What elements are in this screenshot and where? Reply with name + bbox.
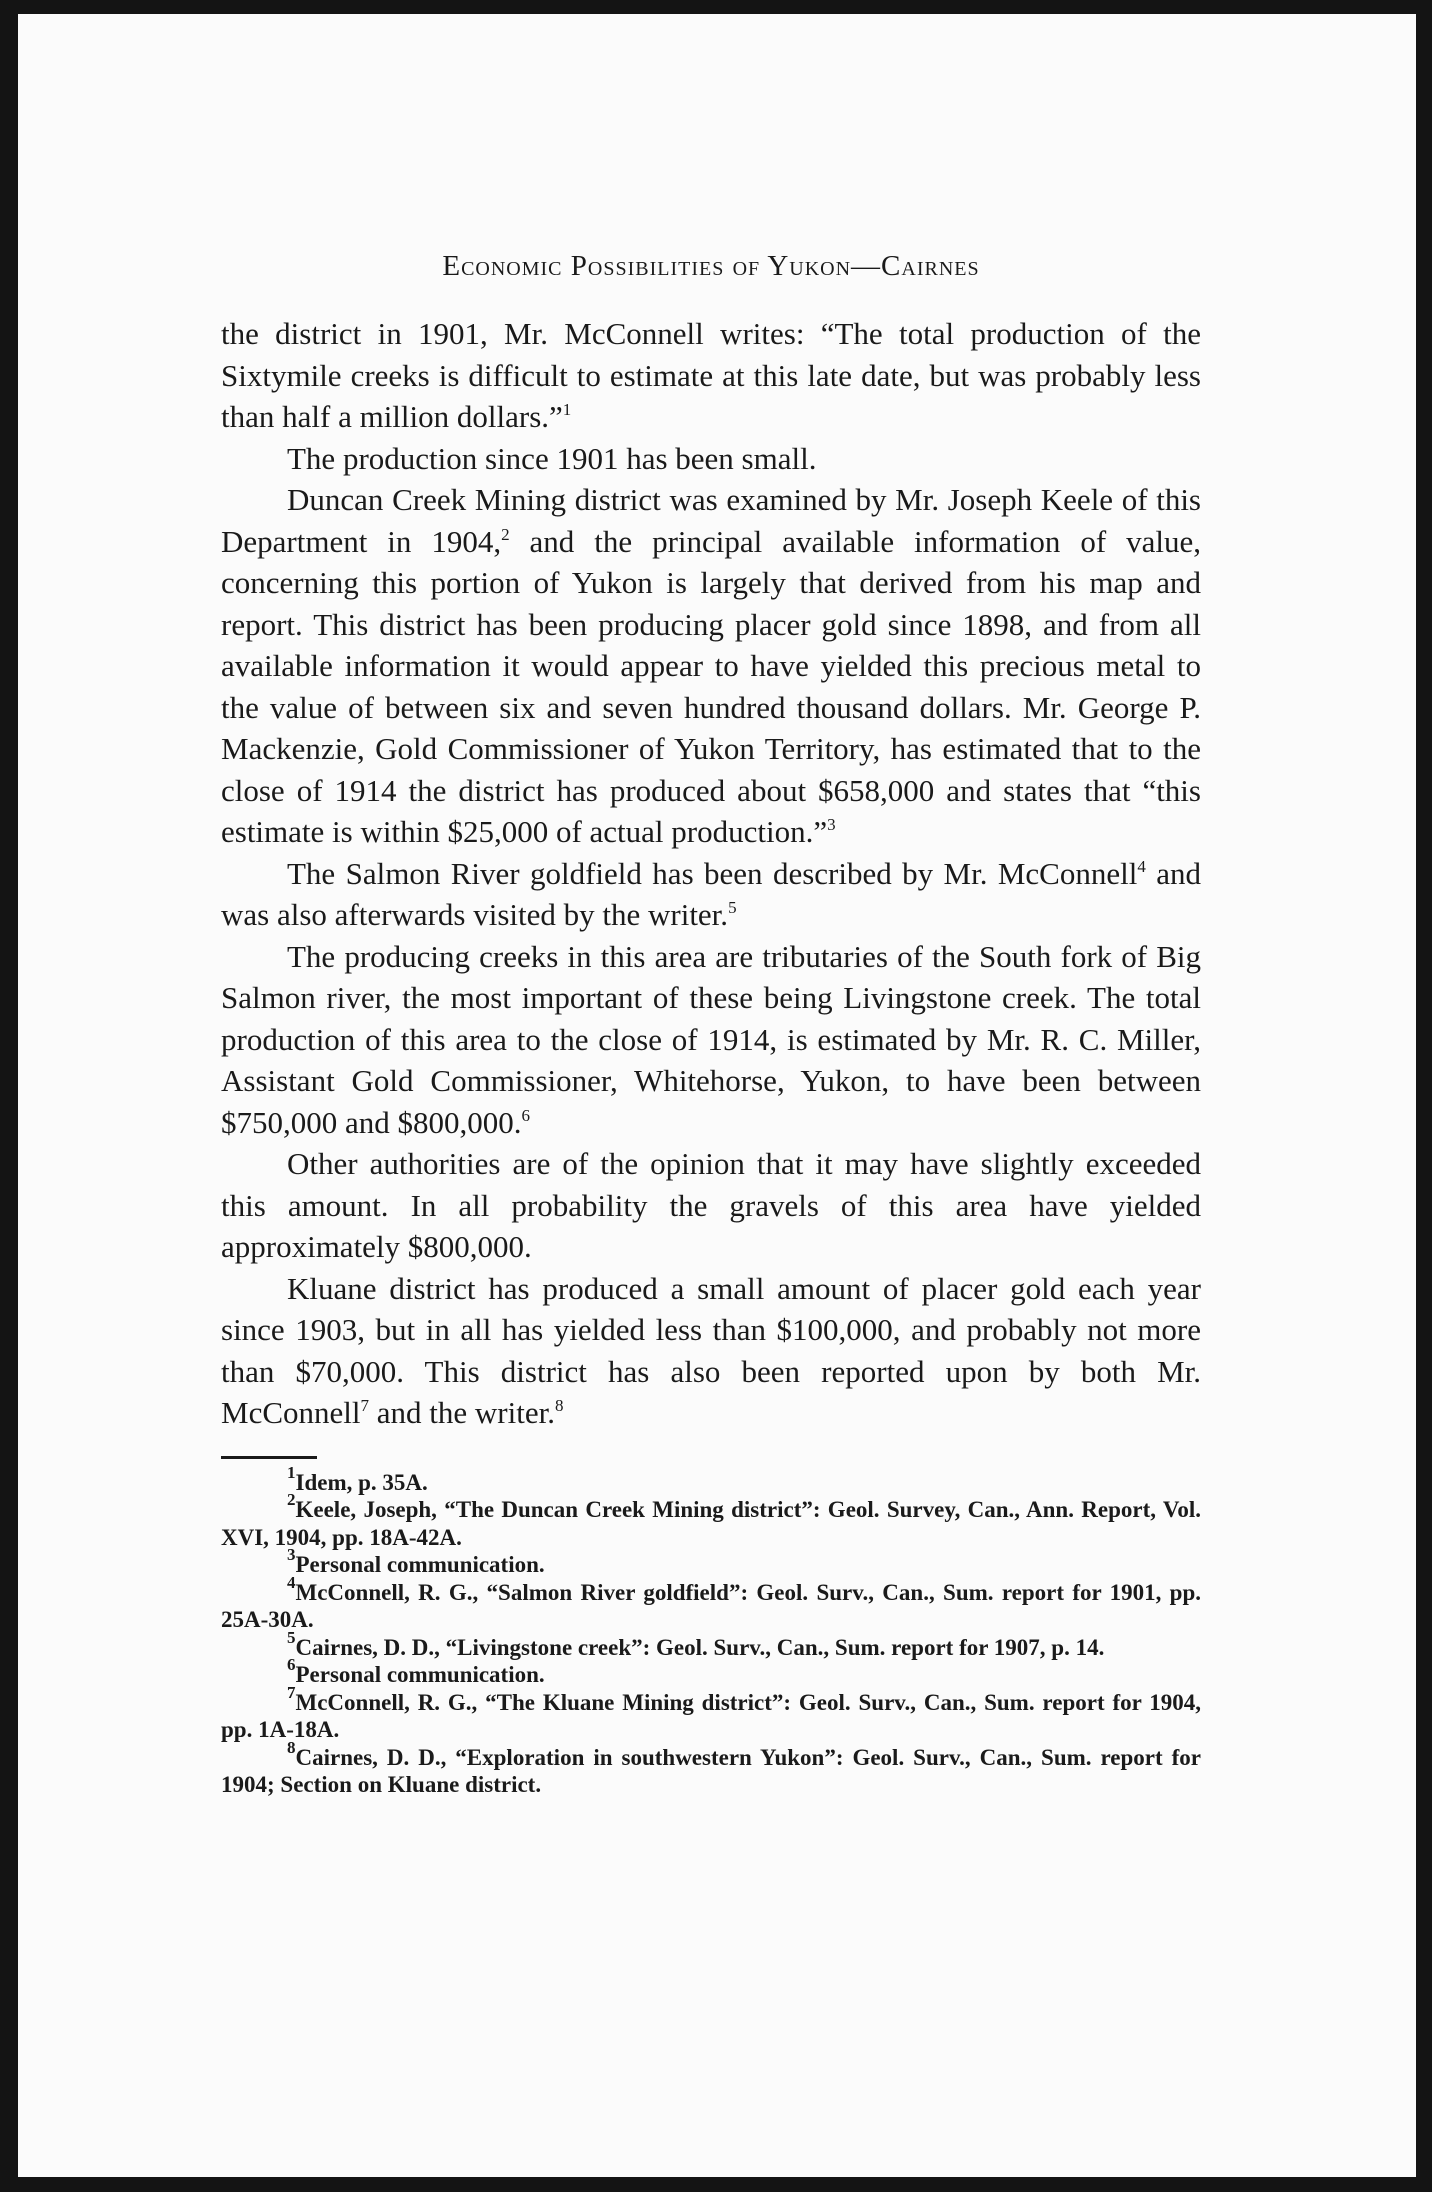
- text-block: [221, 246, 1201, 1799]
- footnote-ref-2: 2: [501, 524, 510, 544]
- paragraph-5: The producing creeks in this area are tributaries of the South fork of Big Salmon river, the most important of these being Livingstone creek. The total production of this area to the close of 1914, is estimated by Mr. R. C. Miller, Assistant Gold Commissioner, Whitehorse, Yukon, to have been between $750,000 and $800,000.$^6$: [221, 938, 1201, 1140]
- footnote-ref-7: 7: [360, 1396, 369, 1415]
- running-head: Economic Possibilities of Yukon—Cairnes: [442, 250, 980, 282]
- footnote-8: $^8$Cairnes, D. D., “Exploration in southwestern Yukon”: Geol. Surv., Can., Sum. report for 1904; Section on Kluane district.: [221, 1737, 1201, 1797]
- footnote-ref-8: 8: [554, 1396, 564, 1415]
- paragraph-7: Kluane district has produced a small amount of placer gold each year since 1903, but in all has yielded less than $100,000, and probably not more than $70,000. This district has also been reported upon by both Mr. McConnell$^7$ and the writer.$^8$: [221, 1270, 1201, 1430]
- footnote-divider: [221, 1456, 317, 1459]
- paragraph-3: Duncan Creek Mining district was examined by Mr. Joseph Keele of this Department in 1904,$^2$ and the principal available information of value, concerning this portion of Yukon is largely that derived from his map and report. This district has been producing placer gold since 1898, and from all available information it would appear to have yielded this precious metal to the value of between six and seven hundred thousand dollars. Mr. George P. Mackenzie, Gold Commissioner of Yukon Territory, has estimated that to the close of 1914 the district has produced about $658,000 and states that “this estimate is within $25,000 of actual production.”$^3$: [221, 482, 1201, 849]
- paragraph-1: the district in 1901, Mr. McConnell writes: “The total production of the Sixtymile creeks is difficult to estimate at this late date, but was probably less than half a million dollars.”$^1$: [221, 316, 1201, 434]
- paragraph-2: The production since 1901 has been small.: [287, 440, 817, 476]
- footnote-4: $^4$McConnell, R. G., “Salmon River goldfield”: Geol. Surv., Can., Sum. report for 1901, pp. 25A-30A.: [221, 1572, 1201, 1632]
- footnote-5: $^5$Cairnes, D. D., “Livingstone creek”: Geol. Surv., Can., Sum. report for 1907, p. 14.: [287, 1627, 1105, 1660]
- footnote-3: $^3$Personal communication.: [287, 1545, 545, 1577]
- footnotes: [221, 1462, 1201, 1799]
- footnote-1: $^1$Idem, p. 35A.: [287, 1462, 428, 1495]
- footnote-7: $^7$McConnell, R. G., “The Kluane Mining district”: Geol. Surv., Can., Sum. report for 1904, pp. 1A-18A.: [221, 1682, 1201, 1742]
- footnote-ref-5: 5: [728, 898, 737, 917]
- footnote-ref-6: 6: [521, 1105, 531, 1125]
- document-page: [18, 14, 1416, 2177]
- footnote-ref-1: 1: [562, 400, 572, 419]
- paragraph-4: The Salmon River goldfield has been described by Mr. McConnell$^4$ and was also afterwards visited by the writer.$^5$: [221, 855, 1202, 932]
- footnote-ref-3: 3: [827, 815, 836, 834]
- footnote-2: $^2$Keele, Joseph, “The Duncan Creek Mining district”: Geol. Survey, Can., Ann. Report, Vol. XVI, 1904, pp. 18A-42A.: [221, 1490, 1201, 1550]
- footnote-ref-4: 4: [1137, 856, 1146, 876]
- footnote-6: $^6$Personal communication.: [287, 1655, 545, 1687]
- paragraph-6: Other authorities are of the opinion that it may have slightly exceeded this amount. In all probability the gravels of this area have yielded approximately $800,000.: [221, 1146, 1201, 1264]
